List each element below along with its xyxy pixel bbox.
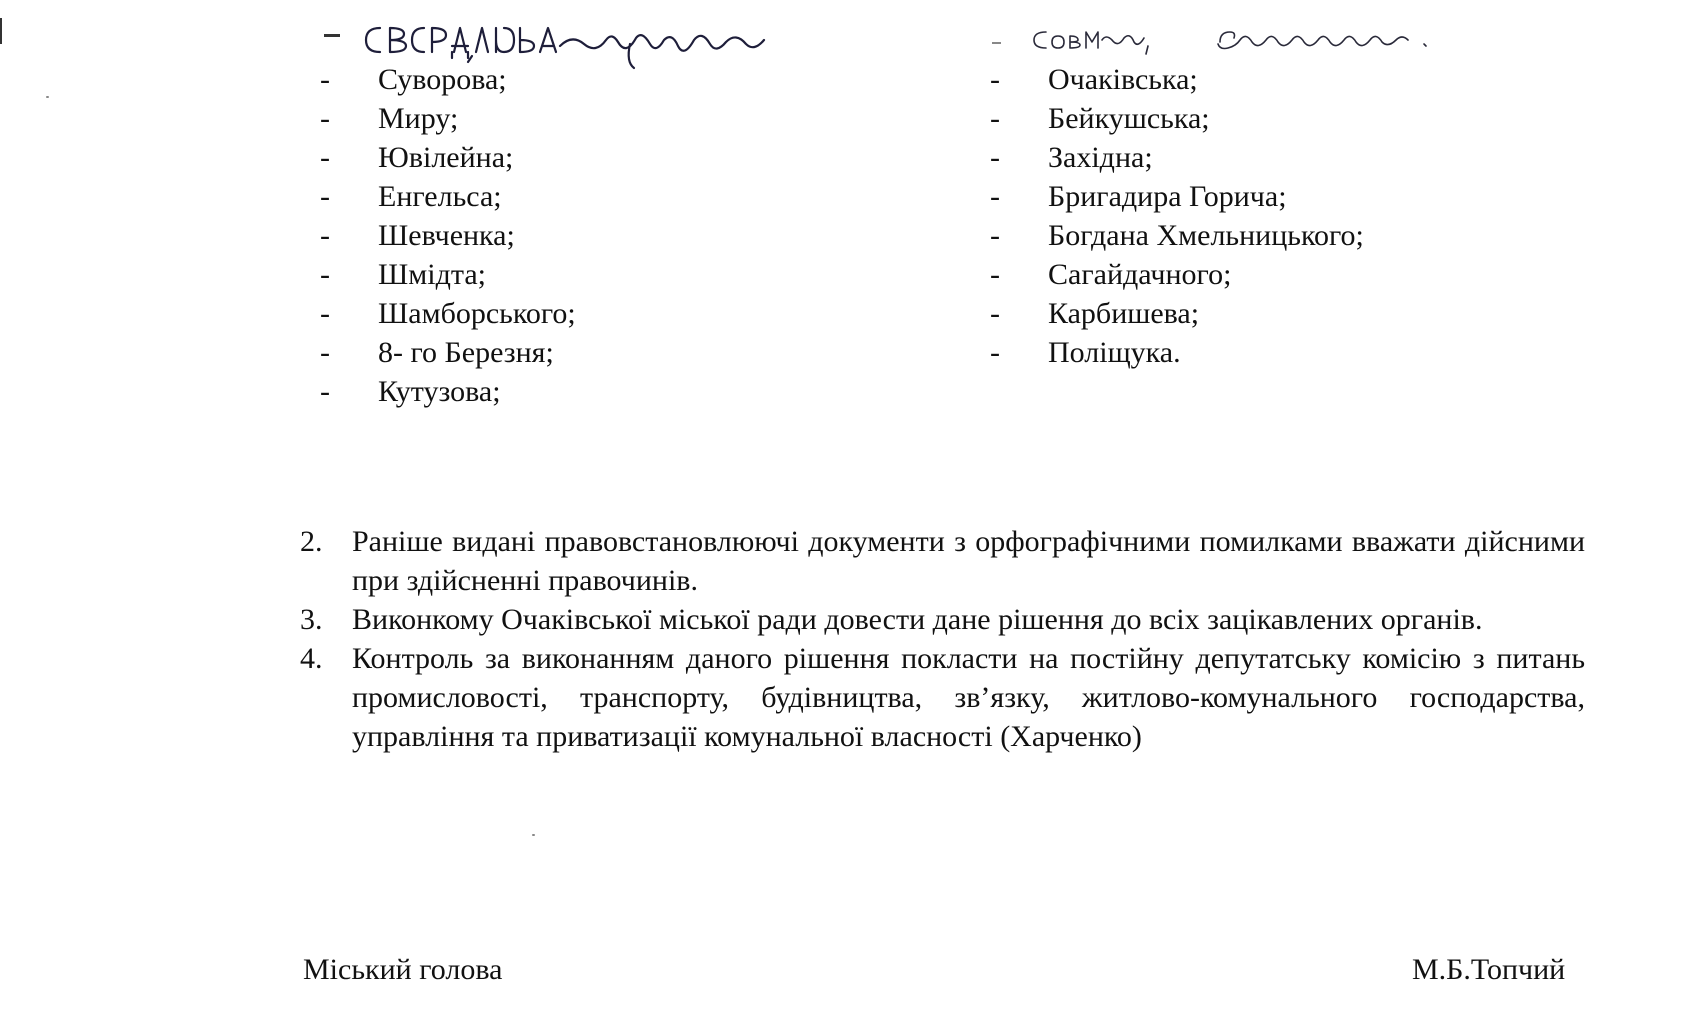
street-name: Шмідта; (378, 258, 486, 291)
list-dash: - (990, 297, 1000, 330)
street-name: Енгельса; (378, 180, 502, 213)
street-name: Сагайдачного; (1048, 258, 1232, 291)
street-name: Богдана Хмельницького; (1048, 219, 1364, 252)
signatory-title: Міський голова (303, 953, 503, 986)
list-dash: - (320, 375, 330, 408)
resolution-item (300, 639, 1585, 756)
resolution-item (300, 600, 1585, 639)
list-dash: - (320, 297, 330, 330)
item-text: Раніше видані правовстановлюючі документи з орфографічними помилками вважати дійсними при здійсненні правочинів. (352, 525, 1585, 597)
resolution-items (300, 522, 1585, 756)
list-dash (324, 34, 340, 37)
item-number: 3. (300, 603, 323, 636)
list-dash: - (990, 258, 1000, 291)
item-number: 4. (300, 642, 323, 675)
street-name: Поліщука. (1048, 336, 1181, 369)
street-name: Кутузова; (378, 375, 501, 408)
resolution-item (300, 522, 1585, 600)
item-text: Контроль за виконанням даного рішення покласти на постійну депутатську комісію з питань промисловості, транспорту, будівництва, зв’язку, житлово-комунального господарства, управління та приватизації комунальної власності (Харченко) (352, 642, 1585, 753)
street-name: Бейкушська; (1048, 102, 1210, 135)
list-dash: - (320, 180, 330, 213)
street-name: 8- го Березня; (378, 336, 554, 369)
item-text: Виконкому Очаківської міської ради довести дане рішення до всіх зацікавлених органів. (352, 603, 1483, 636)
street-name: Ювілейна; (378, 141, 514, 174)
list-dash: - (320, 219, 330, 252)
handwritten-insertion-right (1030, 18, 1450, 60)
scan-speck (532, 834, 535, 836)
list-dash: - (320, 336, 330, 369)
scan-speck (46, 96, 49, 98)
street-name: Миру; (378, 102, 459, 135)
list-dash: - (990, 219, 1000, 252)
list-dash: - (990, 141, 1000, 174)
list-dash: - (320, 102, 330, 135)
street-name: Очаківська; (1048, 63, 1198, 96)
list-dash: - (990, 102, 1000, 135)
item-number: 2. (300, 525, 323, 558)
street-name: Західна; (1048, 141, 1153, 174)
list-dash: - (320, 63, 330, 96)
scan-edge-mark (0, 18, 2, 44)
street-name: Карбишева; (1048, 297, 1200, 330)
street-name: Бригадира Горича; (1048, 180, 1287, 213)
street-name: Шамборського; (378, 297, 576, 330)
list-dash: - (320, 258, 330, 291)
signatory-name: М.Б.Топчий (1412, 953, 1566, 986)
list-dash: - (320, 141, 330, 174)
list-dash: - (990, 336, 1000, 369)
list-dash (992, 42, 1001, 44)
street-name: Суворова; (378, 63, 507, 96)
list-dash: - (990, 63, 1000, 96)
street-name: Шевченка; (378, 219, 515, 252)
list-dash: - (990, 180, 1000, 213)
